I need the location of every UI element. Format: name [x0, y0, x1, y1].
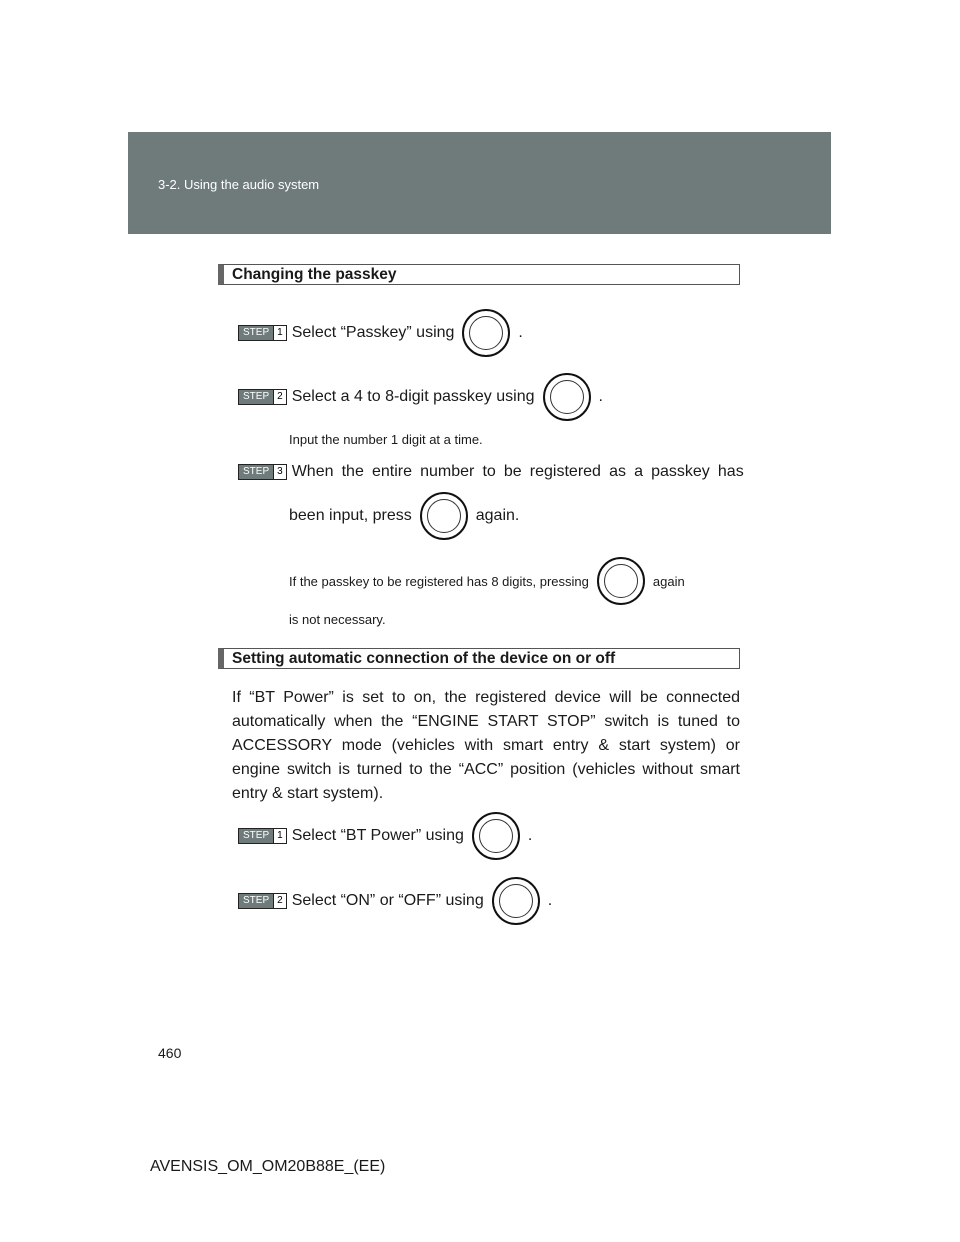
step-text: Select “ON” or “OFF” using [291, 892, 484, 909]
auto-connect-description: If “BT Power” is set to on, the registered device will be connected automatically when the “ENGINE START STOP” switch is tuned to ACCESSORY mode (vehicles with smart entry & start system) or engine switch is turned to the “ACC” position (vehicles without smart entry & start system). [232, 689, 740, 802]
control-dial-icon [492, 877, 540, 925]
step-badge: STEP 2 [238, 389, 287, 405]
step-3-line-2: been input, press again. [289, 492, 519, 540]
step-text: When the entire number to be registered as a passkey has [291, 463, 744, 480]
control-dial-icon [543, 373, 591, 421]
step-text: Select “BT Power” using [291, 827, 464, 844]
step-1-bt-power: STEP 1 Select “BT Power” using . [238, 812, 532, 860]
note-8-digits-line-2: is not necessary. [289, 612, 386, 627]
step-badge: STEP 1 [238, 325, 287, 341]
step-2-on-off: STEP 2 Select “ON” or “OFF” using . [238, 877, 552, 925]
control-dial-icon [420, 492, 468, 540]
step-text: Select “Passkey” using [291, 324, 455, 341]
step-badge: STEP 1 [238, 828, 287, 844]
step-badge: STEP 2 [238, 893, 287, 909]
document-code: AVENSIS_OM_OM20B88E_(EE) [150, 1158, 386, 1175]
note-one-digit: Input the number 1 digit at a time. [289, 432, 483, 447]
section-title-auto-connect: Setting automatic connection of the device on or off [218, 648, 740, 669]
step-2-passkey: STEP 2 Select a 4 to 8-digit passkey using . [238, 373, 603, 421]
note-8-digits: If the passkey to be registered has 8 digits, pressing again [289, 557, 685, 605]
control-dial-icon [597, 557, 645, 605]
breadcrumb: 3-2. Using the audio system [158, 177, 320, 192]
step-badge: STEP 3 [238, 464, 287, 480]
control-dial-icon [472, 812, 520, 860]
page-number: 460 [158, 1045, 182, 1061]
step-3-passkey [238, 463, 744, 481]
step-1-passkey: STEP 1 Select “Passkey” using . [238, 309, 523, 357]
page-header [128, 132, 831, 234]
step-text: Select a 4 to 8-digit passkey using [291, 388, 535, 405]
section-title-passkey: Changing the passkey [218, 264, 740, 285]
control-dial-icon [462, 309, 510, 357]
